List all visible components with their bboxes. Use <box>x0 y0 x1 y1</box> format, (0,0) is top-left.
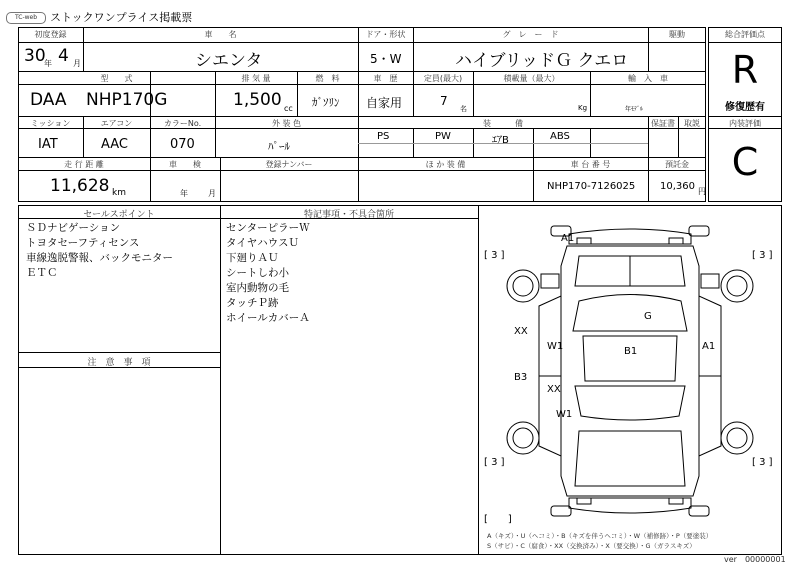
year-unit: 年 <box>44 59 52 68</box>
car-name: シエンタ <box>195 51 263 71</box>
page-title: ストックワンプライス掲載票 <box>50 11 193 24</box>
list-item: ホイールカバーＡ <box>226 312 310 324</box>
aircon-value: AAC <box>101 137 128 152</box>
list-item: ＥＴＣ <box>26 267 58 279</box>
capacity-value: 7 <box>440 94 448 108</box>
interior-grade: C <box>731 140 759 184</box>
exterior-color: ﾊﾟｰﾙ <box>268 140 290 153</box>
label-capacity: 定員(最大) <box>423 74 463 83</box>
import-unit: 年ﾓﾃﾞﾙ <box>625 106 644 113</box>
price-value: 10,360 <box>660 181 695 192</box>
list-item: センターピラーＷ <box>226 222 310 234</box>
bracket-bottom-right: [ 3 ] <box>752 457 773 468</box>
label-inspection: 車 検 <box>169 160 201 169</box>
label-mileage: 走 行 距 離 <box>64 160 104 169</box>
mark-b1: B1 <box>624 346 638 357</box>
legend-line-1: A（キズ）・U（ヘコミ）・B（キズを伴うヘコミ）・W（補修跡）・P（要塗装） <box>487 532 713 540</box>
list-item: タッチＰ跡 <box>226 297 279 309</box>
model-prefix: DAA <box>30 90 67 110</box>
mileage-unit: km <box>112 188 126 198</box>
label-price: 預託金 <box>665 160 689 169</box>
list-item: ＳＤナビゲーション <box>26 222 121 234</box>
fuel-value: ｶﾞｿﾘﾝ <box>312 96 340 109</box>
label-aircon: エアコン <box>100 119 133 128</box>
label-displacement: 排 気 量 <box>241 74 271 83</box>
list-item: トヨタセーフティセンス <box>26 237 140 249</box>
label-exterior: 外 装 色 <box>271 119 302 128</box>
label-recycle: 取説 <box>684 119 700 128</box>
label-import: 輸 入 車 <box>628 74 668 83</box>
overall-grade: R <box>731 48 759 92</box>
month-unit: 月 <box>73 59 81 68</box>
inspection-month: 月 <box>208 189 216 198</box>
list-item: 下廻りＡＵ <box>226 252 279 264</box>
label-fuel: 燃 料 <box>315 74 340 83</box>
displacement-value: 1,500 <box>233 90 282 110</box>
label-reg-no: 登録ナンバー <box>265 160 313 169</box>
list-item: 車線逸脱警報、バックモニター <box>26 252 173 264</box>
displacement-unit: cc <box>284 104 293 113</box>
capacity-unit: 名 <box>460 105 467 113</box>
label-chassis: 車 台 番 号 <box>570 160 611 169</box>
label-drive: 駆動 <box>669 30 685 39</box>
load-unit: Kg <box>578 104 588 112</box>
mark-w1-left: W1 <box>547 341 564 352</box>
label-interior: 内装評価 <box>729 119 761 128</box>
label-equipment: 装 備 <box>483 119 523 128</box>
label-warranty: 保証書 <box>651 119 675 128</box>
version: ver 00000001 <box>724 555 786 564</box>
legend-line-2: S（サビ）・C（腐食）・XX（交換済み）・X（要交換）・G（ガラスキズ） <box>487 542 696 550</box>
chassis-no: NHP170-7126025 <box>547 181 636 192</box>
price-unit: 円 <box>698 187 706 196</box>
first-reg-month: 4 <box>58 46 69 66</box>
color-no-value: 070 <box>170 137 195 152</box>
bracket-bottom-left: [ 3 ] <box>484 457 505 468</box>
list-item: 室内動物の毛 <box>226 282 289 294</box>
label-load: 積載量（最大） <box>503 74 560 83</box>
mark-g: G <box>644 311 652 322</box>
label-other-equip: ほ か 装 備 <box>425 160 466 169</box>
overall-note: 修復歴有 <box>725 102 765 113</box>
model-value: NHP170G <box>86 90 168 110</box>
equipment-pw: PW <box>435 131 451 142</box>
mark-w1-bottom: W1 <box>556 409 573 420</box>
inspection-year: 年 <box>180 189 188 198</box>
equipment-ps: PS <box>377 131 390 142</box>
door-shape: 5・W <box>370 52 402 66</box>
list-item: シートしわ小 <box>226 267 289 279</box>
equipment-abs: ABS <box>550 131 570 142</box>
mission-value: IAT <box>38 137 58 152</box>
label-door: ドア・形状 <box>365 30 406 39</box>
history-value: 自家用 <box>366 96 403 110</box>
label-color-no: カラーNo. <box>163 119 202 128</box>
label-mission: ミッション <box>30 119 71 128</box>
label-car-name: 車 名 <box>204 30 237 39</box>
label-overall: 総合評価点 <box>725 30 765 39</box>
list-item: タイヤハウスＵ <box>226 237 299 249</box>
bracket-top-right: [ 3 ] <box>752 250 773 261</box>
notes-list <box>226 221 310 326</box>
label-first-reg: 初度登録 <box>34 30 67 39</box>
bracket-top-left: [ 3 ] <box>484 250 505 261</box>
label-sales-points: セールスポイント <box>83 210 155 220</box>
logo: TC-web <box>6 12 46 24</box>
mark-xx-mid: XX <box>547 384 561 395</box>
mark-b3: B3 <box>514 372 528 383</box>
equipment-airbag: ｴｱB <box>492 135 509 146</box>
label-notes: 特記事項・不具合箇所 <box>303 210 394 220</box>
grade-value: ハイブリッドＧ クエロ <box>455 51 629 71</box>
first-reg-year: 30 <box>24 46 46 66</box>
mark-a1-top: A1 <box>561 233 575 244</box>
bracket-spare: [ ] <box>484 514 512 525</box>
mileage-value: 11,628 <box>50 176 110 196</box>
mark-a1-right: A1 <box>702 341 716 352</box>
label-grade: グ レ ー ド <box>502 30 559 39</box>
label-model: 型 式 <box>100 74 133 83</box>
label-caution: 注 意 事 項 <box>87 358 151 368</box>
sales-points-list <box>26 221 173 281</box>
mark-xx-left: XX <box>514 326 528 337</box>
label-history: 車 歴 <box>373 74 398 83</box>
